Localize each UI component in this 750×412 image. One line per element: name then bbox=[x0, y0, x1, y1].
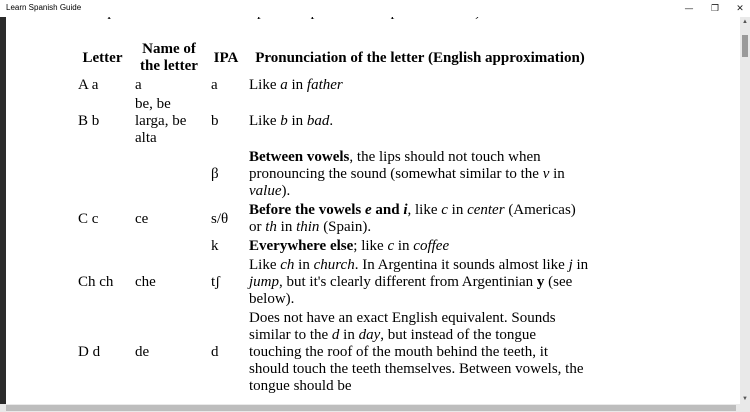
cell-ipa: a bbox=[211, 77, 218, 93]
close-button[interactable]: ✕ bbox=[736, 3, 744, 14]
cell-ipa: b bbox=[211, 113, 219, 129]
title-bar bbox=[0, 0, 750, 17]
pronunciation-text: th bbox=[265, 219, 277, 235]
horizontal-scrollbar[interactable] bbox=[0, 404, 750, 412]
pronunciation-text: , the lips should not touch when pronouncing the sound (somewhat similar to the bbox=[249, 149, 543, 182]
cell-name: be, be larga, be alta bbox=[135, 96, 187, 146]
scroll-down-arrow-icon[interactable]: ▼ bbox=[742, 396, 748, 402]
pronunciation-text: , but it's clearly different from Argentinian bbox=[279, 274, 537, 290]
cell-name bbox=[131, 237, 207, 256]
cell-pronunciation bbox=[245, 256, 595, 309]
cell-letter: B b bbox=[78, 113, 100, 129]
pronunciation-text: Like bbox=[249, 77, 281, 93]
cell-ipa: tʃ bbox=[211, 274, 221, 290]
vertical-scrollbar[interactable] bbox=[740, 17, 750, 404]
pronunciation-text: day bbox=[358, 327, 381, 343]
pronunciation-text: jump bbox=[249, 274, 279, 290]
pronunciation-text: . In Argentina it sounds almost like bbox=[354, 257, 569, 273]
cell-ipa: s/θ bbox=[211, 210, 229, 227]
pronunciation-text: Like bbox=[249, 113, 281, 129]
pronunciation-text: in bbox=[339, 327, 359, 343]
pronunciation-text: (see below). bbox=[249, 274, 573, 307]
horizontal-scroll-thumb[interactable] bbox=[6, 405, 736, 411]
table-row bbox=[74, 76, 595, 95]
pronunciation-text: center bbox=[467, 202, 505, 218]
cell-pronunciation bbox=[245, 95, 595, 148]
vertical-scroll-thumb[interactable] bbox=[742, 35, 748, 57]
pronunciation-text: coffee bbox=[413, 238, 450, 254]
pronunciation-text: ch bbox=[280, 257, 295, 273]
table-header-row bbox=[74, 40, 595, 76]
pronunciation-text: value bbox=[249, 183, 282, 199]
cell-name bbox=[131, 148, 207, 201]
pronunciation-text: Does not have an exact English equivalent. Sounds similar to the bbox=[249, 310, 556, 343]
minimize-button[interactable]: — bbox=[684, 3, 694, 14]
restore-button[interactable]: ❐ bbox=[710, 3, 720, 14]
pronunciation-text: in bbox=[549, 166, 565, 182]
pronunciation-text: father bbox=[306, 77, 343, 93]
pronunciation-text: . bbox=[329, 113, 334, 129]
pronunciation-text: b bbox=[280, 113, 288, 129]
pronunciation-text: e bbox=[364, 202, 372, 218]
header-pronunciation: Pronunciation of the letter (English approximation) bbox=[255, 49, 585, 66]
cell-ipa: k bbox=[211, 238, 219, 254]
pronunciation-text: in bbox=[572, 257, 589, 273]
pronunciation-text: in bbox=[294, 257, 314, 273]
table-row bbox=[74, 309, 595, 396]
cell-pronunciation bbox=[245, 201, 595, 237]
pronunciation-text: Everywhere else bbox=[249, 238, 354, 254]
pronunciation-text: in bbox=[287, 77, 307, 93]
cell-letter: Ch ch bbox=[78, 274, 114, 290]
cell-ipa: d bbox=[211, 344, 219, 360]
cell-pronunciation bbox=[245, 237, 595, 256]
header-letter: Letter bbox=[82, 49, 123, 66]
pronunciation-text: in bbox=[276, 219, 297, 235]
app-title: Learn Spanish Guide bbox=[6, 3, 82, 12]
cell-ipa: β bbox=[211, 166, 219, 182]
pronunciation-text: j bbox=[568, 257, 573, 273]
pronunciation-text: (Spain). bbox=[319, 219, 372, 235]
cell-name: de bbox=[135, 344, 150, 360]
pronunciation-text: in bbox=[394, 238, 414, 254]
pronunciation-text: v bbox=[542, 166, 550, 182]
cell-letter: D d bbox=[78, 344, 101, 360]
cell-letter bbox=[74, 148, 131, 201]
alphabet-table bbox=[74, 40, 595, 396]
cell-name: che bbox=[135, 274, 156, 290]
pronunciation-text: c bbox=[387, 238, 395, 254]
pronunciation-text: i bbox=[403, 202, 408, 218]
cell-pronunciation bbox=[245, 309, 595, 396]
cell-pronunciation bbox=[245, 76, 595, 95]
cell-letter bbox=[74, 237, 131, 256]
table-row bbox=[74, 148, 595, 201]
left-border bbox=[0, 0, 6, 404]
cell-name: a bbox=[135, 77, 142, 93]
pronunciation-text: , like bbox=[407, 202, 442, 218]
header-name: Name of the letter bbox=[140, 41, 198, 74]
cell-name: ce bbox=[135, 210, 149, 227]
table-row bbox=[74, 256, 595, 309]
header-ipa: IPA bbox=[213, 49, 239, 66]
pronunciation-text: bad bbox=[306, 113, 330, 129]
pronunciation-text: a bbox=[280, 77, 288, 93]
pronunciation-text: (Americas) or bbox=[249, 202, 576, 235]
pronunciation-text: church bbox=[313, 257, 355, 273]
pronunciation-text: thin bbox=[296, 219, 320, 235]
table-row bbox=[74, 237, 595, 256]
pronunciation-text: ). bbox=[281, 183, 291, 199]
table-row bbox=[74, 95, 595, 148]
cell-letter: A a bbox=[78, 77, 99, 93]
pronunciation-text: , but instead of the tongue touching the roof of the mouth behind the teeth, it should touch the teeth themselves. Between vowels, the tongue should be bbox=[249, 327, 584, 394]
pronunciation-text: y bbox=[536, 274, 545, 290]
pronunciation-text: c bbox=[441, 202, 448, 218]
pronunciation-text: in bbox=[447, 202, 468, 218]
pronunciation-text: in bbox=[287, 113, 307, 129]
pronunciation-text: Before the vowels bbox=[249, 202, 365, 218]
table-row bbox=[74, 201, 595, 237]
pronunciation-text: ; like bbox=[353, 238, 388, 254]
pronunciation-text: Between vowels bbox=[249, 149, 350, 165]
table-body bbox=[74, 76, 595, 396]
pronunciation-text: and bbox=[371, 202, 404, 218]
scroll-up-arrow-icon[interactable]: ▲ bbox=[742, 19, 748, 25]
pronunciation-text: d bbox=[331, 327, 340, 343]
cell-pronunciation bbox=[245, 148, 595, 201]
cell-letter: C c bbox=[78, 210, 99, 227]
pronunciation-text: Like bbox=[249, 257, 281, 273]
